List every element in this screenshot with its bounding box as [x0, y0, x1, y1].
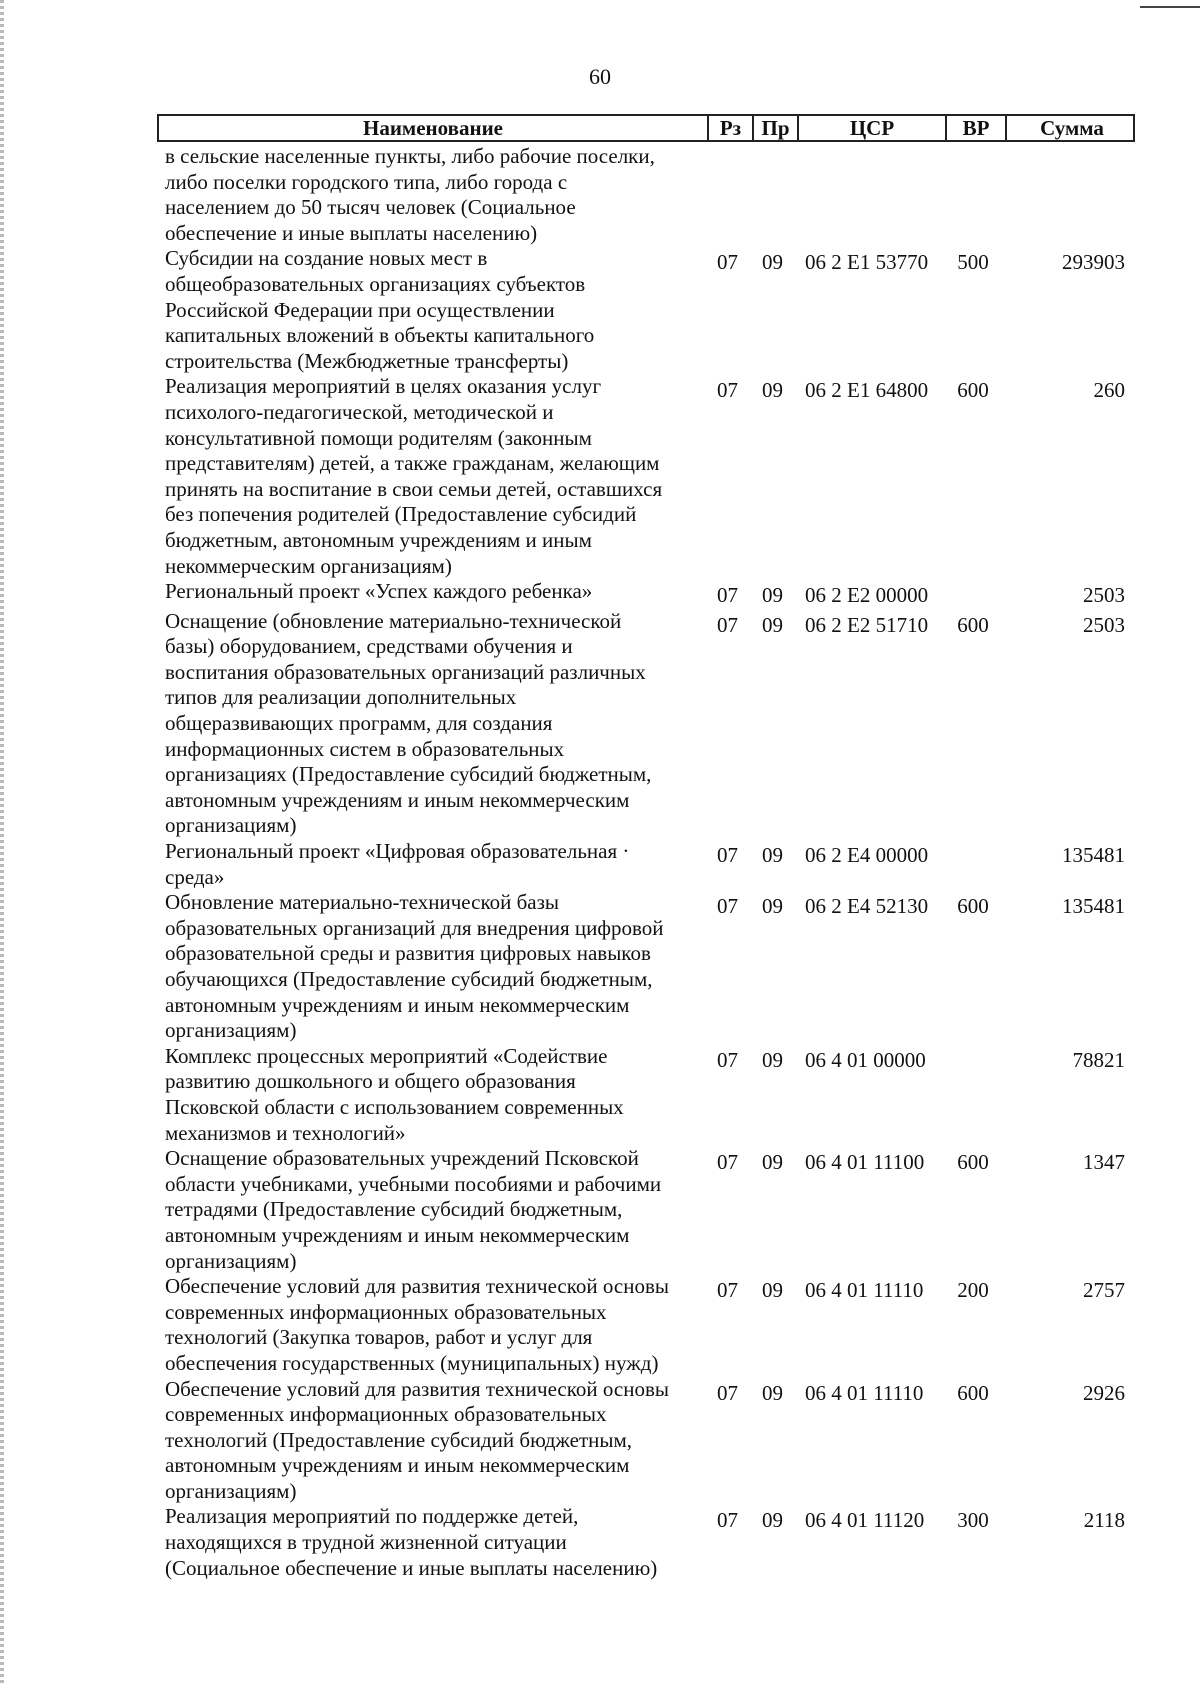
- table-row: [165, 1044, 1135, 1146]
- row-vr: [943, 1048, 1003, 1146]
- header-sum: Сумма: [1005, 116, 1137, 140]
- row-pr: 09: [762, 1380, 783, 1405]
- row-csr: 06 2 E4 52130: [805, 894, 929, 919]
- row-sum: 135481: [1062, 843, 1125, 868]
- row-name: Реализация мероприятий по поддержке детей, находящихся в трудной жизненной ситуации (Социальное обеспечение и иные выплаты населению): [165, 1504, 658, 1580]
- row-name: Обеспечение условий для развития технической основы современных информационных образовательных технологий (Закупка товаров, работ и услуг для обеспечения государственных (муниципальных) нужд): [165, 1274, 669, 1375]
- row-rz: 07: [717, 1150, 738, 1175]
- row-csr: 06 2 E1 64800: [805, 378, 929, 403]
- row-vr: 600: [957, 1380, 989, 1405]
- row-pr: 09: [762, 1278, 783, 1303]
- row-pr: 09: [762, 250, 783, 275]
- row-rz: 07: [717, 1047, 738, 1072]
- scan-edge: [0, 0, 4, 1686]
- header-rz: Рз: [707, 116, 752, 140]
- table-row: [165, 374, 1135, 579]
- row-name: Оснащение образовательных учреждений Псковской области учебниками, учебными пособиями и рабочими тетрадями (Предоставление субсидий бюджетным, автономным учреждениям и иным некоммерческим организациям): [165, 1146, 662, 1273]
- row-name: Региональный проект «Успех каждого ребенка»: [165, 579, 593, 604]
- row-csr: [795, 148, 943, 246]
- row-rz: 07: [717, 1508, 738, 1533]
- row-vr: 500: [957, 250, 989, 275]
- table-row: [165, 1146, 1135, 1274]
- row-pr: 09: [762, 1047, 783, 1072]
- table-row: [165, 890, 1135, 1044]
- row-vr: [943, 583, 1003, 609]
- table-row: [165, 1377, 1135, 1505]
- row-rz: 07: [717, 894, 738, 919]
- row-rz: 07: [717, 250, 738, 275]
- row-csr: 06 2 E2 51710: [805, 612, 929, 637]
- row-rz: [705, 148, 750, 246]
- row-pr: 09: [762, 894, 783, 919]
- header-pr: Пр: [752, 116, 797, 140]
- page-number: 60: [589, 64, 611, 89]
- row-rz: 07: [717, 1278, 738, 1303]
- table-header: [157, 114, 1135, 142]
- header-csr: ЦСР: [797, 116, 945, 140]
- row-sum: 2926: [1083, 1380, 1125, 1405]
- header-vr: ВР: [945, 116, 1005, 140]
- row-sum: 260: [1093, 378, 1125, 403]
- header-name: Наименование: [363, 116, 503, 140]
- row-sum: 1347: [1083, 1150, 1125, 1175]
- row-rz: 07: [717, 583, 738, 608]
- row-vr: 300: [957, 1508, 989, 1533]
- table-row: [165, 579, 1135, 609]
- row-pr: [750, 148, 795, 246]
- row-rz: 07: [717, 612, 738, 637]
- row-sum: 135481: [1062, 894, 1125, 919]
- row-csr: 06 4 01 11110: [805, 1278, 924, 1303]
- row-sum: 2503: [1083, 612, 1125, 637]
- row-vr: [943, 148, 1003, 246]
- table-row: [165, 1504, 1135, 1581]
- row-vr: 600: [957, 1150, 989, 1175]
- row-vr: 600: [957, 612, 989, 637]
- row-vr: 600: [957, 378, 989, 403]
- row-pr: 09: [762, 378, 783, 403]
- row-pr: 09: [762, 612, 783, 637]
- row-rz: 07: [717, 1380, 738, 1405]
- row-csr: 06 2 E4 00000: [805, 843, 929, 868]
- row-name: Оснащение (обновление материально-технической базы) оборудованием, средствами обучения и воспитания образовательных организаций различных типов для реализации дополнительных общеразвивающих программ, для создания информационных систем в образовательных организациях (Предоставление субсидий бюджетным, автономным учреждениям и иным некоммерческим организациям): [165, 608, 652, 838]
- row-vr: [943, 843, 1003, 890]
- row-csr: 06 4 01 11110: [805, 1380, 924, 1405]
- row-sum: [1003, 148, 1135, 246]
- row-csr: 06 2 E1 53770: [805, 250, 929, 275]
- table-row: [165, 839, 1135, 890]
- row-name: Комплекс процессных мероприятий «Содействие развитию дошкольного и общего образования Псковской области с использованием современных механизмов и технологий»: [165, 1043, 624, 1145]
- row-csr: 06 4 01 11100: [805, 1150, 925, 1175]
- row-csr: 06 4 01 00000: [805, 1047, 926, 1072]
- table-body: [165, 144, 1135, 1581]
- top-rule: [1140, 6, 1200, 8]
- row-rz: 07: [717, 378, 738, 403]
- row-vr: 200: [957, 1278, 989, 1303]
- row-sum: 2757: [1083, 1278, 1125, 1303]
- row-sum: 2118: [1083, 1508, 1125, 1533]
- row-sum: 78821: [1072, 1047, 1125, 1072]
- row-vr: 600: [957, 894, 989, 919]
- row-csr: 06 2 E2 00000: [805, 583, 929, 608]
- row-name: Региональный проект «Цифровая образовательная · среда»: [165, 839, 630, 889]
- row-sum: 293903: [1062, 250, 1125, 275]
- row-pr: 09: [762, 843, 783, 868]
- table-row: [165, 246, 1135, 374]
- table-row: [165, 609, 1135, 839]
- row-name: Обновление материально-технической базы образовательных организаций для внедрения цифровой образовательной среды и развития цифровых навыков обучающихся (Предоставление субсидий бюджетным, автономным учреждениям и иным некоммерческим организациям): [165, 890, 664, 1043]
- row-name: Реализация мероприятий в целях оказания услуг психолого-педагогической, методической и консультативной помощи родителям (законным представителям) детей, а также гражданам, желающим принять на воспитание в свои семьи детей, оставшихся без попечения родителей (Предоставление субсидий бюджетным, автономным учреждениям и иным некоммерческим организациям): [165, 374, 663, 578]
- row-name: Субсидии на создание новых мест в общеобразовательных организациях субъектов Российской Федерации при осуществлении капитальных вложений в объекты капитального строительства (Межбюджетные трансферты): [165, 246, 595, 373]
- table-row: [165, 1274, 1135, 1376]
- row-pr: 09: [762, 1150, 783, 1175]
- row-name: Обеспечение условий для развития технической основы современных информационных образовательных технологий (Предоставление субсидий бюджетным, автономным учреждениям и иным некоммерческим организациям): [165, 1376, 669, 1503]
- table-row: [165, 144, 1135, 246]
- row-csr: 06 4 01 11120: [805, 1508, 925, 1533]
- row-pr: 09: [762, 1508, 783, 1533]
- row-pr: 09: [762, 583, 783, 608]
- row-name: в сельские населенные пункты, либо рабочие поселки, либо поселки городского типа, либо города с населением до 50 тысяч человек (Социальное обеспечение и иные выплаты населению): [165, 144, 655, 245]
- row-sum: 2503: [1083, 583, 1125, 608]
- row-rz: 07: [717, 843, 738, 868]
